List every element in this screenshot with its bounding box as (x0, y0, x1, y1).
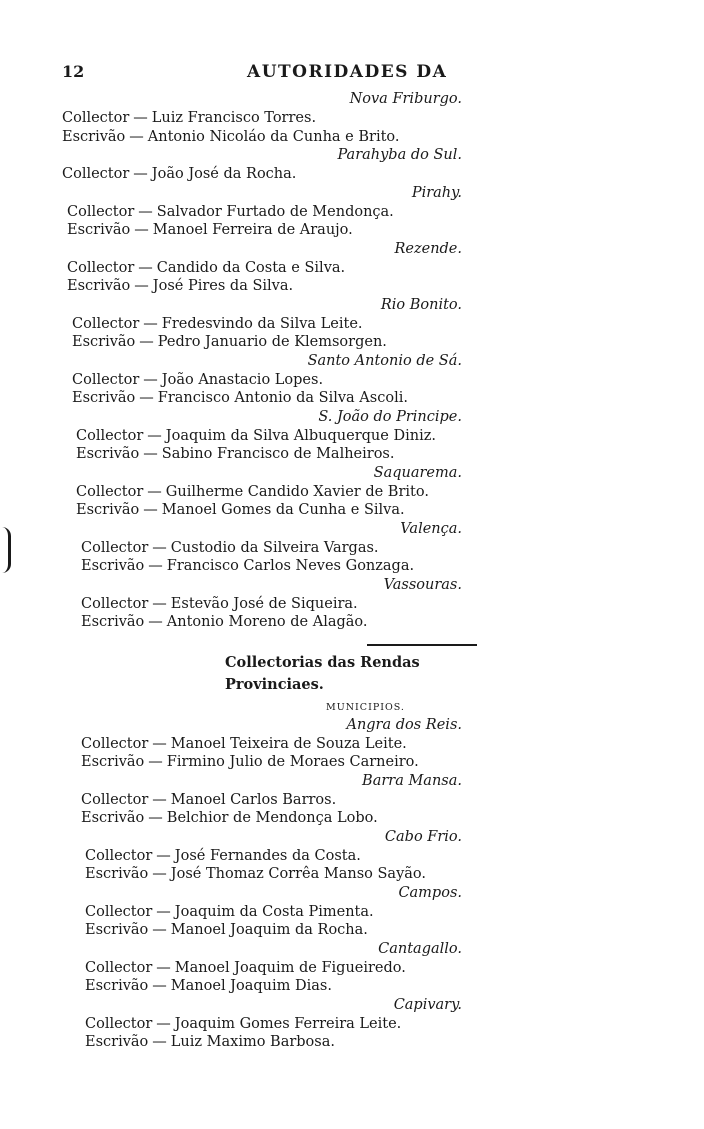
official-role: Escrivão (81, 558, 145, 574)
em-dash-separator: — (156, 959, 171, 976)
section-title: Collectorias das Rendas Provinciaes. (225, 653, 420, 693)
official-role: Escrivão (85, 1034, 149, 1050)
official-name: Estevão José de Siqueira. (170, 595, 358, 612)
em-dash-separator: — (143, 371, 158, 388)
municipality-name: Angra dos Reis. (346, 716, 462, 733)
official-name: Francisco Antonio da Silva Ascoli. (157, 390, 408, 406)
municipality-name: Parahyba do Sul. (337, 147, 462, 163)
em-dash-separator: — (152, 866, 167, 882)
collectorias-list-part2 (60, 716, 500, 1052)
official-role: Collector (85, 1015, 153, 1032)
official-name: Belchior de Mendonça Lobo. (166, 810, 378, 826)
municipality-name: Santo Antonio de Sá. (307, 352, 462, 369)
em-dash-separator: — (148, 810, 163, 826)
official-entry (60, 809, 500, 828)
official-entry (60, 389, 500, 408)
em-dash-separator: — (143, 446, 158, 462)
official-role: Collector (85, 959, 153, 976)
municipality-block (60, 520, 500, 576)
official-name: Antonio Nicoláo da Cunha e Brito. (147, 128, 400, 145)
official-role: Escrivão (85, 922, 149, 938)
official-name: Manoel Joaquim Dias. (170, 978, 332, 994)
municipality-name: Pirahy. (411, 184, 462, 201)
municipality-name: Capivary. (393, 996, 462, 1013)
official-name: Manoel Teixeira de Souza Leite. (170, 735, 407, 752)
official-entry (60, 613, 500, 632)
municipality-block (60, 940, 500, 996)
official-name: Firmino Julio de Moraes Carneiro. (166, 754, 419, 770)
official-name: Manoel Gomes da Cunha e Silva. (161, 502, 405, 518)
em-dash-separator: — (152, 978, 167, 994)
official-name: Fredesvindo da Silva Leite. (161, 315, 363, 332)
official-role: Collector (81, 791, 149, 808)
official-name: Luiz Maximo Barbosa. (170, 1034, 335, 1050)
official-name: Pedro Januario de Klemsorgen. (157, 334, 387, 350)
em-dash-separator: — (147, 483, 162, 500)
official-role: Escrivão (62, 128, 126, 145)
official-entry (60, 865, 500, 884)
official-role: Collector (72, 315, 140, 332)
collectorias-list-part1 (60, 90, 500, 632)
municipality-name: Saquarema. (373, 464, 462, 481)
margin-bracket-mark (2, 527, 11, 573)
official-role: Collector (62, 110, 130, 126)
official-entry (60, 483, 500, 502)
official-name: João José da Rocha. (151, 166, 297, 182)
municipality-name: Vassouras. (383, 576, 462, 593)
em-dash-separator: — (147, 427, 162, 444)
em-dash-separator: — (138, 203, 153, 220)
em-dash-separator: — (152, 922, 167, 938)
official-role: Escrivão (85, 866, 149, 882)
official-name: Salvador Furtado de Mendonça. (156, 203, 394, 220)
official-role: Collector (81, 735, 149, 752)
em-dash-separator: — (138, 259, 153, 276)
em-dash-separator: — (129, 128, 144, 145)
municipality-name: Rio Bonito. (380, 296, 462, 313)
official-name: Sabino Francisco de Malheiros. (161, 446, 395, 462)
official-role: Escrivão (81, 810, 145, 826)
municipality-block (60, 146, 500, 184)
official-entry (60, 1015, 500, 1034)
em-dash-separator: — (156, 1015, 171, 1032)
official-entry (60, 595, 500, 614)
official-name: Joaquim Gomes Ferreira Leite. (174, 1015, 402, 1032)
section-divider (367, 644, 477, 646)
em-dash-separator: — (148, 754, 163, 770)
municipality-block (60, 408, 500, 464)
em-dash-separator: — (133, 110, 148, 126)
official-role: Escrivão (76, 446, 140, 462)
official-entry (60, 315, 500, 334)
municipality-block (60, 296, 500, 352)
em-dash-separator: — (133, 166, 148, 182)
official-name: Guilherme Candido Xavier de Brito. (165, 483, 429, 500)
municipality-block (60, 716, 500, 772)
page-body (60, 90, 500, 1052)
municipality-name: Nova Friburgo. (349, 91, 462, 107)
em-dash-separator: — (152, 595, 167, 612)
official-role: Collector (76, 483, 144, 500)
official-entry (60, 109, 500, 128)
official-role: Collector (76, 427, 144, 444)
official-entry (60, 333, 500, 352)
em-dash-separator: — (156, 903, 171, 920)
official-entry (60, 903, 500, 922)
em-dash-separator: — (152, 539, 167, 556)
official-entry (60, 445, 500, 464)
municipality-block (60, 352, 500, 408)
official-role: Escrivão (81, 614, 145, 630)
official-role: Collector (81, 539, 149, 556)
official-name: Manoel Ferreira de Araujo. (152, 222, 353, 238)
official-name: Custodio da Silveira Vargas. (170, 539, 379, 556)
em-dash-separator: — (152, 791, 167, 808)
official-role: Collector (67, 259, 135, 276)
em-dash-separator: — (152, 735, 167, 752)
official-role: Escrivão (67, 278, 131, 294)
official-entry (60, 959, 500, 978)
official-entry (60, 1033, 500, 1052)
official-name: João Anastacio Lopes. (161, 371, 324, 388)
municipality-block (60, 772, 500, 828)
municipality-block (60, 464, 500, 520)
official-name: Manoel Joaquim de Figueiredo. (174, 959, 406, 976)
em-dash-separator: — (139, 390, 154, 406)
official-role: Collector (85, 847, 153, 864)
official-role: Collector (81, 595, 149, 612)
official-name: Francisco Carlos Neves Gonzaga. (166, 558, 415, 574)
municipality-block (60, 884, 500, 940)
official-entry (60, 203, 500, 222)
official-entry (60, 791, 500, 810)
official-name: Joaquim da Costa Pimenta. (174, 903, 374, 920)
official-role: Escrivão (67, 222, 131, 238)
official-entry (60, 128, 500, 147)
em-dash-separator: — (143, 502, 158, 518)
municipality-block (60, 90, 500, 146)
em-dash-separator: — (152, 1034, 167, 1050)
page-number: 12 (62, 62, 85, 81)
official-entry (60, 921, 500, 940)
official-entry (60, 259, 500, 278)
official-name: Manoel Joaquim da Rocha. (170, 922, 368, 938)
em-dash-separator: — (139, 334, 154, 350)
official-entry (60, 735, 500, 754)
em-dash-separator: — (148, 558, 163, 574)
municipality-name: Campos. (398, 884, 462, 901)
em-dash-separator: — (134, 278, 149, 294)
municipality-block (60, 184, 500, 240)
official-name: Antonio Moreno de Alagão. (166, 614, 368, 630)
official-entry (60, 977, 500, 996)
em-dash-separator: — (143, 315, 158, 332)
official-entry (60, 557, 500, 576)
official-entry (60, 165, 500, 184)
municipality-name: Valença. (400, 520, 462, 537)
official-name: Joaquim da Silva Albuquerque Diniz. (165, 427, 436, 444)
official-entry (60, 539, 500, 558)
official-role: Escrivão (76, 502, 140, 518)
official-entry (60, 847, 500, 866)
official-name: José Pires da Silva. (152, 278, 294, 294)
official-role: Escrivão (85, 978, 149, 994)
page-header (62, 62, 502, 84)
official-name: Luiz Francisco Torres. (151, 110, 317, 126)
municipality-name: Cabo Frio. (384, 828, 462, 845)
official-entry (60, 221, 500, 240)
official-role: Collector (85, 903, 153, 920)
official-name: Candido da Costa e Silva. (156, 259, 346, 276)
official-entry (60, 501, 500, 520)
municipality-name: S. João do Principe. (318, 408, 462, 425)
section-subheading: MUNICIPIOS. (326, 701, 405, 713)
municipality-block (60, 240, 500, 296)
official-entry (60, 753, 500, 772)
official-entry (60, 427, 500, 446)
municipality-name: Rezende. (394, 240, 462, 257)
official-entry (60, 277, 500, 296)
em-dash-separator: — (148, 614, 163, 630)
em-dash-separator: — (134, 222, 149, 238)
municipality-name: Cantagallo. (378, 940, 462, 957)
em-dash-separator: — (156, 847, 171, 864)
official-role: Escrivão (72, 390, 136, 406)
official-role: Collector (72, 371, 140, 388)
municipality-block (60, 576, 500, 632)
official-role: Escrivão (81, 754, 145, 770)
official-role: Collector (67, 203, 135, 220)
official-name: Manoel Carlos Barros. (170, 791, 337, 808)
official-entry (60, 371, 500, 390)
municipality-block (60, 828, 500, 884)
running-head: AUTORIDADES DA (247, 62, 448, 82)
official-name: José Fernandes da Costa. (174, 847, 361, 864)
official-role: Escrivão (72, 334, 136, 350)
municipality-block (60, 996, 500, 1052)
official-role: Collector (62, 166, 130, 182)
official-name: José Thomaz Corrêa Manso Sayão. (170, 866, 426, 882)
municipality-name: Barra Mansa. (362, 772, 462, 789)
